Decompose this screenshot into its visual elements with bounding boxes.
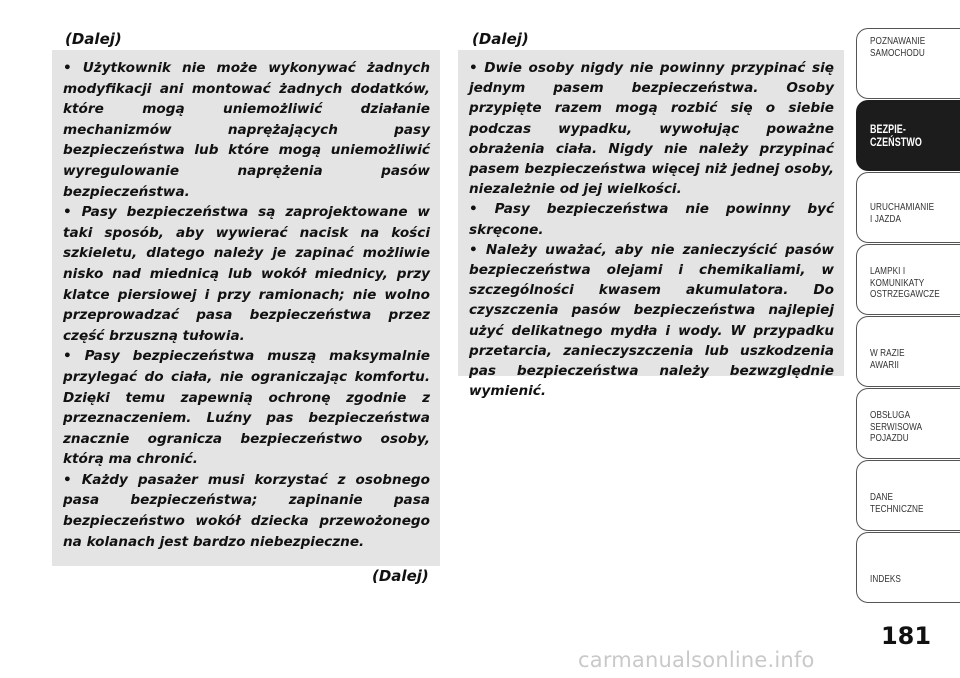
warning-box-left [52,50,440,566]
warning-box-right [458,50,844,400]
tab-label: OBSŁUGA SERWISOWA POJAZDU [870,409,923,444]
tab-label: LAMPKI I KOMUNIKATY OSTRZEGAWCZE [870,265,940,300]
warning-bullet: • Użytkownik nie może wykonywać żadnych modyfikacji ani montować żadnych dodatków, które mogą uniemożliwić działanie mechanizmów naprężających pasy bezpieczeństwa lub które mogą uniemożliwić wyregulowanie naprężenia pasów bezpieczeństwa. [63,58,430,202]
warning-bullet: • Pasy bezpieczeństwa muszą maksymalnie przylegać do ciała, nie ograniczając komfortu. Dzięki temu zapewnią ochronę zgodnie z przeznaczeniem. Luźny pas bezpieczeństwa znacznie ogranicza bezpieczeństwo osoby, którą ma chronić. [63,346,430,470]
tab-label: BEZPIE- CZEŃSTWO [870,124,922,149]
tab-label: POZNAWANIE SAMOCHODU [870,35,926,59]
tab-bezpieczenstwo[interactable] [856,100,960,171]
tab-label: URUCHAMIANIE I JAZDA [870,201,935,225]
warning-bullet: • Każdy pasażer musi korzystać z osobnego pasa bezpieczeństwa; zapinanie pasa bezpieczeństwo wokół dziecka przewożonego na kolanach jest bardzo niebezpieczne. [63,470,430,552]
tab-lampki-i-komunikaty[interactable] [856,244,960,315]
tab-label: INDEKS [870,573,901,585]
tab-w-razie-awarii[interactable] [856,316,960,387]
continued-label-left-bottom: (Dalej) [372,567,429,585]
tab-uruchamianie-i-jazda[interactable] [856,172,960,243]
warning-bullet: • Pasy bezpieczeństwa nie powinny być skręcone. [469,199,834,239]
page-number: 181 [880,622,932,650]
continued-label-right-top: (Dalej) [472,30,529,48]
continued-label-left-top: (Dalej) [65,30,122,48]
tab-label: DANE TECHNICZNE [870,491,924,515]
tab-poznawanie-samochodu[interactable] [856,28,960,99]
warning-bullet: • Pasy bezpieczeństwa są zaprojektowane w taki sposób, aby wywierać nacisk na kości szkieletu, dlatego należy je zapinać możliwie nisko nad miednicą lub wokół miednicy, przy klatce piersiowej i przy ramionach; nie wolno przeprowadzać pasa bezpieczeństwa przez część brzuszną tułowia. [63,202,430,346]
watermark-text: carmanualsonline.info [578,648,815,672]
warning-bullet: • Należy uważać, aby nie zanieczyścić pasów bezpieczeństwa olejami i chemikaliami, w szczególności kwasem akumulatora. Do czyszczenia pasów bezpieczeństwa najlepiej użyć delikatnego mydła i wody. W przypadku przetarcia, zanieczyszczenia lub uszkodzenia pas bezpieczeństwa należy bezwzględnie wymienić. [469,240,834,402]
tab-label: W RAZIE AWARII [870,347,905,371]
tab-dane-techniczne[interactable] [856,460,960,531]
tab-obsluga-serwisowa[interactable] [856,388,960,459]
warning-bullet: • Dwie osoby nigdy nie powinny przypinać się jednym pasem bezpieczeństwa. Osoby przypięte razem mogą rozbić się o siebie podczas wypadku, wywołując poważne obrażenia ciała. Nigdy nie należy przypinać pasem bezpieczeństwa więcej niż jednej osoby, niezależnie od jej wielkości. [469,58,834,199]
tab-indeks[interactable] [856,532,960,603]
